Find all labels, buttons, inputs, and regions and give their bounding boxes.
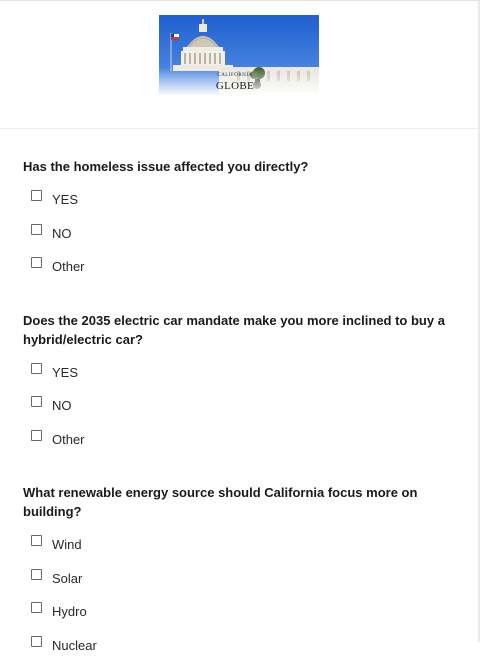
- option-label: NO: [52, 398, 72, 413]
- option-label: Wind: [52, 537, 82, 552]
- question-options: [31, 182, 480, 283]
- survey-form: [0, 157, 480, 661]
- question-ev-mandate: [23, 311, 480, 456]
- option-other[interactable]: [31, 422, 480, 456]
- option-yes[interactable]: [31, 182, 480, 216]
- checkbox[interactable]: [31, 535, 42, 546]
- checkbox[interactable]: [31, 602, 42, 613]
- option-other[interactable]: [31, 249, 480, 283]
- checkbox[interactable]: [31, 257, 42, 268]
- california-globe-logo: [159, 15, 319, 95]
- option-label: Hydro: [52, 604, 87, 619]
- option-nuclear[interactable]: [31, 628, 480, 661]
- checkbox[interactable]: [31, 190, 42, 201]
- checkbox[interactable]: [31, 224, 42, 235]
- question-title: What renewable energy source should California focus more on building?: [23, 483, 453, 521]
- logo-small-text: CALIFORNIA: [159, 73, 319, 78]
- question-title: Does the 2035 electric car mandate make you more inclined to buy a hybrid/electric car?: [23, 311, 453, 349]
- logo-big-text: GLOBE: [159, 80, 319, 92]
- option-label: YES: [52, 365, 78, 380]
- option-no[interactable]: [31, 216, 480, 250]
- checkbox[interactable]: [31, 569, 42, 580]
- question-options: [31, 355, 480, 456]
- checkbox[interactable]: [31, 636, 42, 647]
- option-label: Nuclear: [52, 638, 97, 653]
- option-hydro[interactable]: [31, 594, 480, 628]
- option-label: YES: [52, 192, 78, 207]
- option-no[interactable]: [31, 388, 480, 422]
- question-title: Has the homeless issue affected you directly?: [23, 157, 453, 176]
- checkbox[interactable]: [31, 396, 42, 407]
- option-label: Other: [52, 259, 85, 274]
- option-yes[interactable]: [31, 355, 480, 389]
- checkbox[interactable]: [31, 363, 42, 374]
- question-homeless: [23, 157, 480, 283]
- question-options: [31, 527, 480, 661]
- checkbox[interactable]: [31, 430, 42, 441]
- option-label: Other: [52, 432, 85, 447]
- question-renewable-energy: [23, 483, 480, 661]
- option-solar[interactable]: [31, 561, 480, 595]
- header: [0, 1, 480, 129]
- option-label: NO: [52, 226, 72, 241]
- option-label: Solar: [52, 571, 82, 586]
- option-wind[interactable]: [31, 527, 480, 561]
